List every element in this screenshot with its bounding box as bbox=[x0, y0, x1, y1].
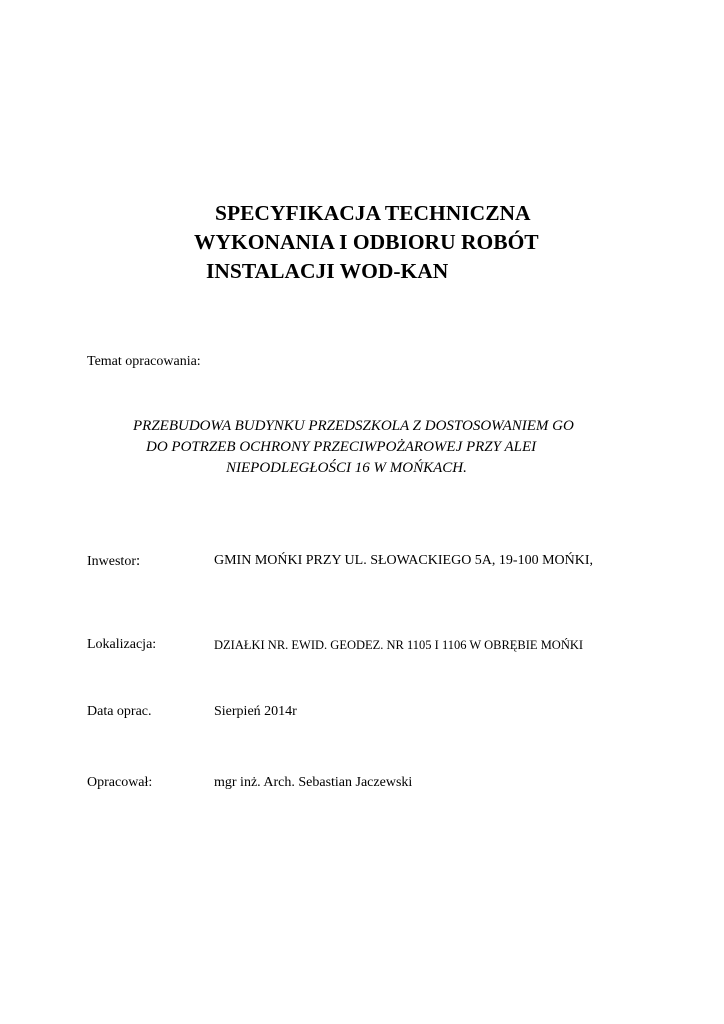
date-value: Sierpień 2014r bbox=[214, 704, 297, 719]
investor-label-colon: : bbox=[136, 553, 141, 569]
date-label: Data oprac. bbox=[87, 704, 152, 719]
location-label: Lokalizacja: bbox=[87, 637, 157, 652]
author-label: Opracował: bbox=[87, 775, 153, 790]
investor-label: Inwestor bbox=[87, 554, 136, 569]
location-value: DZIAŁKI NR. EWID. GEODEZ. NR 1105 I 1106 W OBRĘBIE MOŃKI bbox=[214, 638, 584, 652]
subject-line-3: NIEPODLEGŁOŚCI 16 W MOŃKACH. bbox=[226, 460, 467, 476]
subject-line-1: PRZEBUDOWA BUDYNKU PRZEDSZKOLA Z DOSTOSOWANIEM GO bbox=[133, 418, 574, 434]
subject-line-2: DO POTRZEB OCHRONY PRZECIWPOŻAROWEJ PRZY ALEI bbox=[146, 439, 537, 455]
author-value: mgr inż. Arch. Sebastian Jaczewski bbox=[214, 775, 413, 790]
investor-value: GMIN MOŃKI PRZY UL. SŁOWACKIEGO 5A, 19-100 MOŃKI, bbox=[214, 553, 594, 568]
investor-label-wrap bbox=[87, 553, 140, 570]
title-line-1: SPECYFIKACJA TECHNICZNA bbox=[215, 201, 531, 225]
subject-label: Temat opracowania: bbox=[87, 354, 201, 369]
title-line-2: WYKONANIA I ODBIORU ROBÓT bbox=[194, 230, 539, 254]
title-line-3: INSTALACJI WOD-KAN bbox=[206, 259, 449, 283]
